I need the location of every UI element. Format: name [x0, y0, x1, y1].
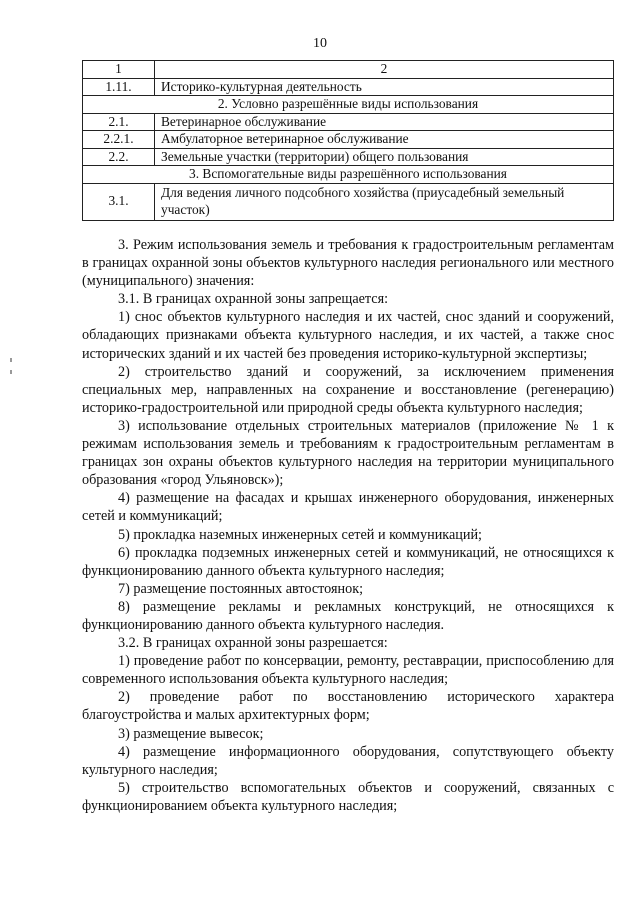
row-text: Для ведения личного подсобного хозяйства (приусадебный земельный участок) [155, 183, 614, 220]
paragraph: 5) строительство вспомогательных объектов и сооружений, связанных с функционированием объекта культурного наследия; [82, 779, 614, 814]
row-number: 2.2. [83, 148, 155, 166]
paragraph: 2) проведение работ по восстановлению исторического характера благоустройства и малых архитектурных форм; [82, 689, 614, 724]
paragraph: 3) использование отдельных строительных материалов (приложение № 1 к режимам использования земель и требованиям к градостроительным регламентам в границах зон охраны объектов культурного наследия на территории муниципального образования «город Ульяновск»); [82, 417, 614, 489]
paragraph: 4) размещение информационного оборудования, сопутствующего объекту культурного наследия; [82, 743, 614, 778]
table-row [83, 113, 614, 131]
paragraph: 2) строительство зданий и сооружений, за исключением применения специальных мер, направленных на сохранение и восстановление (регенерацию) историко-градостроительной или природной среды объекта культурного наследия; [82, 363, 614, 416]
section-title: 3. Вспомогательные виды разрешённого использования [83, 166, 614, 184]
paragraph: 3) размещение вывесок; [118, 725, 264, 742]
paragraph: 3.2. В границах охранной зоны разрешается: [118, 635, 388, 652]
section-title: 2. Условно разрешённые виды использования [83, 96, 614, 114]
row-text: Амбулаторное ветеринарное обслуживание [155, 131, 614, 149]
paragraph: 8) размещение рекламы и рекламных конструкций, не относящихся к функционированию данного объекта культурного наследия. [82, 598, 614, 633]
table-row [83, 183, 614, 220]
paragraph: 4) размещение на фасадах и крышах инженерного оборудования, инженерных сетей и коммуникаций; [82, 490, 614, 525]
table-section-row [83, 166, 614, 184]
scan-mark [10, 358, 12, 362]
paragraph: 7) размещение постоянных автостоянок; [118, 580, 364, 597]
land-use-table [82, 60, 614, 221]
table-header-row [83, 61, 614, 79]
row-number: 2.1. [83, 113, 155, 131]
paragraph: 6) прокладка подземных инженерных сетей и коммуникаций, не относящихся к функционированию данного объекта культурного наследия; [82, 544, 614, 579]
row-number: 2.2.1. [83, 131, 155, 149]
paragraph: 3.1. В границах охранной зоны запрещается: [118, 291, 389, 308]
table-row [83, 78, 614, 96]
table-header-cell: 2 [155, 61, 614, 79]
row-number: 3.1. [83, 183, 155, 220]
row-text: Ветеринарное обслуживание [155, 113, 614, 131]
table-row [83, 148, 614, 166]
table-row [83, 131, 614, 149]
row-text: Историко-культурная деятельность [155, 78, 614, 96]
scan-mark [10, 370, 12, 374]
paragraph: 3. Режим использования земель и требования к градостроительным регламентам в границах охранной зоны объектов культурного наследия регионального или местного (муниципального) значения: [82, 237, 614, 290]
paragraph: 1) проведение работ по консервации, ремонту, реставрации, приспособлению для современного использования объекта культурного наследия; [82, 653, 614, 688]
table-section-row [83, 96, 614, 114]
table-header-cell: 1 [83, 61, 155, 79]
page-number: 10 [313, 36, 327, 51]
document-body [82, 236, 614, 815]
row-text: Земельные участки (территории) общего пользования [155, 148, 614, 166]
paragraph: 5) прокладка наземных инженерных сетей и коммуникаций; [118, 526, 483, 543]
row-number: 1.11. [83, 78, 155, 96]
paragraph: 1) снос объектов культурного наследия и их частей, снос зданий и сооружений, обладающих признаками объекта культурного наследия, и их частей, а также снос исторических зданий и их частей без проведения историко-культурной экспертизы; [82, 309, 614, 362]
